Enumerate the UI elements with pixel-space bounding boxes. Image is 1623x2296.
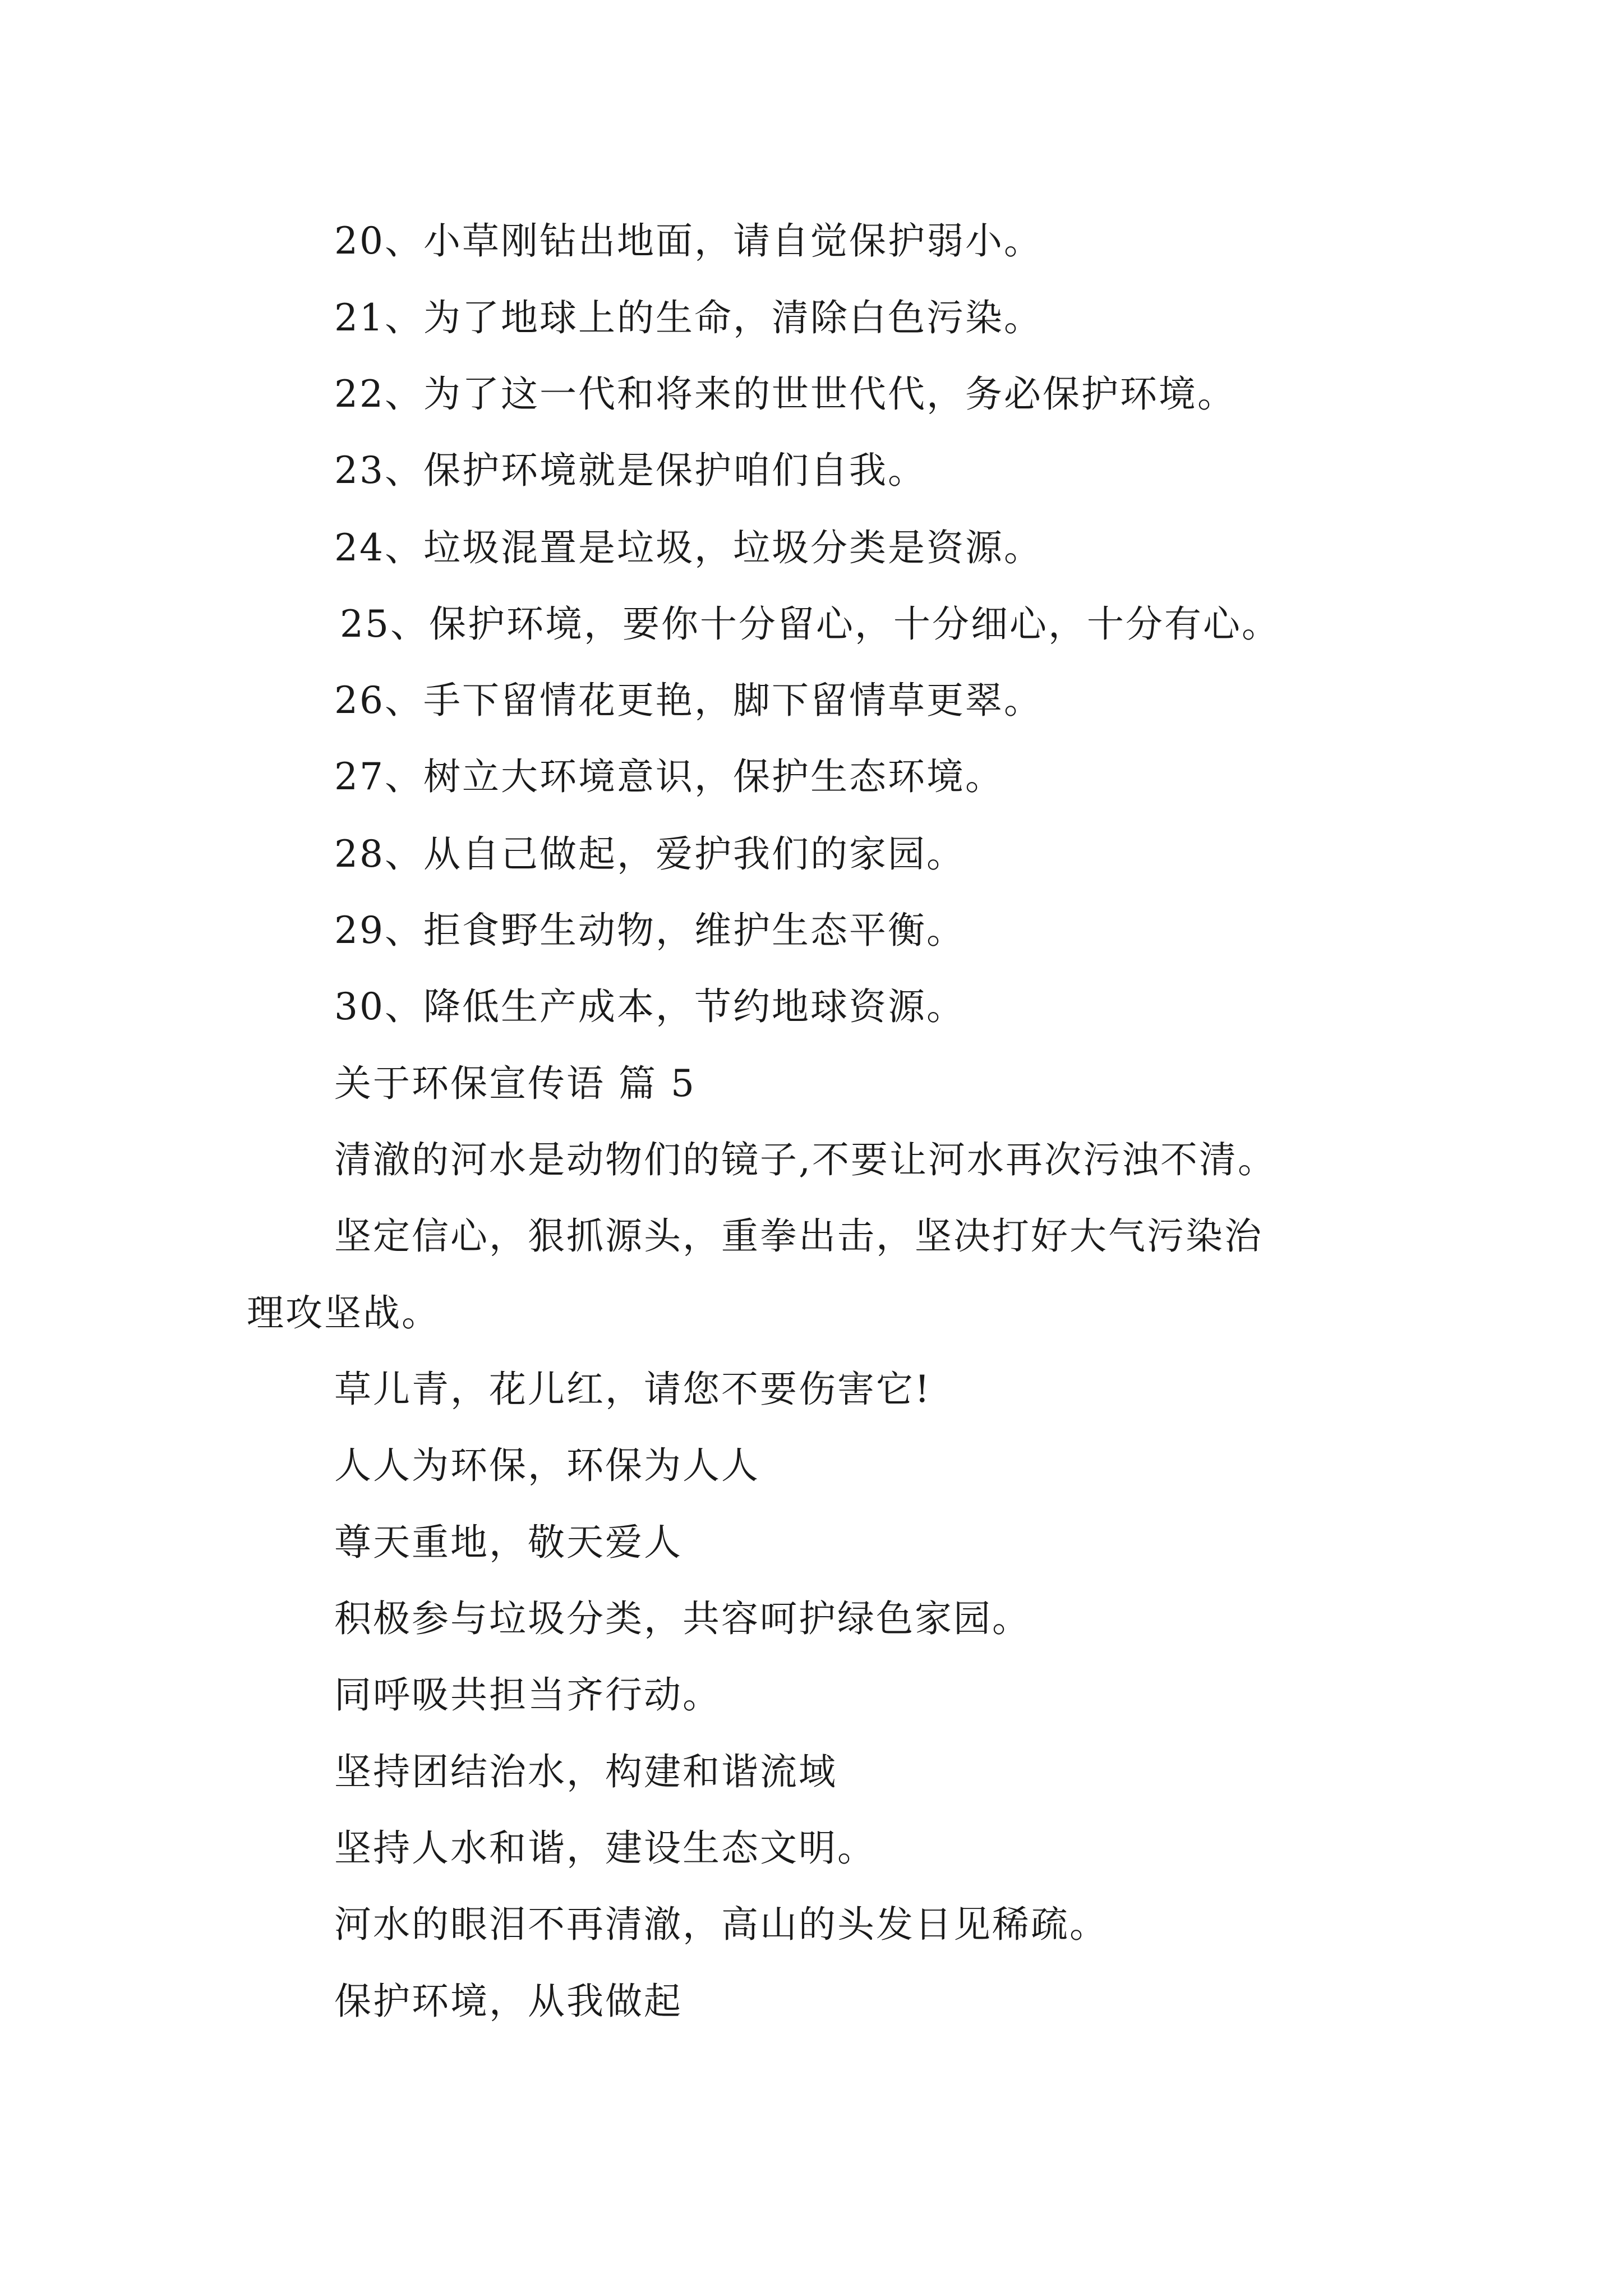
- list-item-20: 20、小草刚钻出地面，请自觉保护弱小。: [334, 219, 1043, 263]
- paragraph: 坚持人水和谐，建设生态文明。: [334, 1826, 876, 1870]
- list-item-29: 29、拒食野生动物，维护生态平衡。: [334, 909, 965, 952]
- paragraph: 草儿青，花儿红，请您不要伤害它!: [334, 1368, 932, 1411]
- list-item-27: 27、树立大环境意识，保护生态环境。: [334, 755, 1004, 798]
- list-item-26: 26、手下留情花更艳，脚下留情草更翠。: [334, 679, 1043, 722]
- paragraph: 积极参与垃圾分类，共容呵护绿色家园。: [334, 1597, 1031, 1640]
- paragraph: 保护环境，从我做起: [334, 1980, 683, 2023]
- paragraph: 尊天重地，敬天爱人: [334, 1521, 683, 1564]
- list-item-28: 28、从自己做起，爱护我们的家园。: [334, 832, 965, 876]
- paragraph-continuation: 理攻坚战。: [247, 1291, 440, 1335]
- paragraph: 人人为环保，环保为人人: [334, 1444, 760, 1487]
- list-item-25: 25、保护环境，要你十分留心，十分细心，十分有心。: [340, 602, 1280, 646]
- paragraph: 同呼吸共担当齐行动。: [334, 1673, 721, 1717]
- paragraph: 河水的眼泪不再清澈，高山的头发日见稀疏。: [334, 1903, 1108, 1946]
- paragraph: 坚持团结治水，构建和谐流域: [334, 1750, 837, 1793]
- list-item-24: 24、垃圾混置是垃圾，垃圾分类是资源。: [334, 526, 1043, 569]
- paragraph: 坚定信心，狠抓源头，重拳出击，坚决打好大气污染治: [334, 1214, 1263, 1258]
- section-heading: 关于环保宣传语 篇 5: [334, 1062, 696, 1105]
- list-item-23: 23、保护环境就是保护咱们自我。: [334, 449, 926, 492]
- list-item-21: 21、为了地球上的生命，清除白色污染。: [334, 296, 1043, 339]
- paragraph: 清澈的河水是动物们的镜子,不要让河水再次污浊不清。: [334, 1138, 1276, 1181]
- list-item-22: 22、为了这一代和将来的世世代代，务必保护环境。: [334, 372, 1236, 416]
- list-item-30: 30、降低生产成本，节约地球资源。: [334, 985, 965, 1028]
